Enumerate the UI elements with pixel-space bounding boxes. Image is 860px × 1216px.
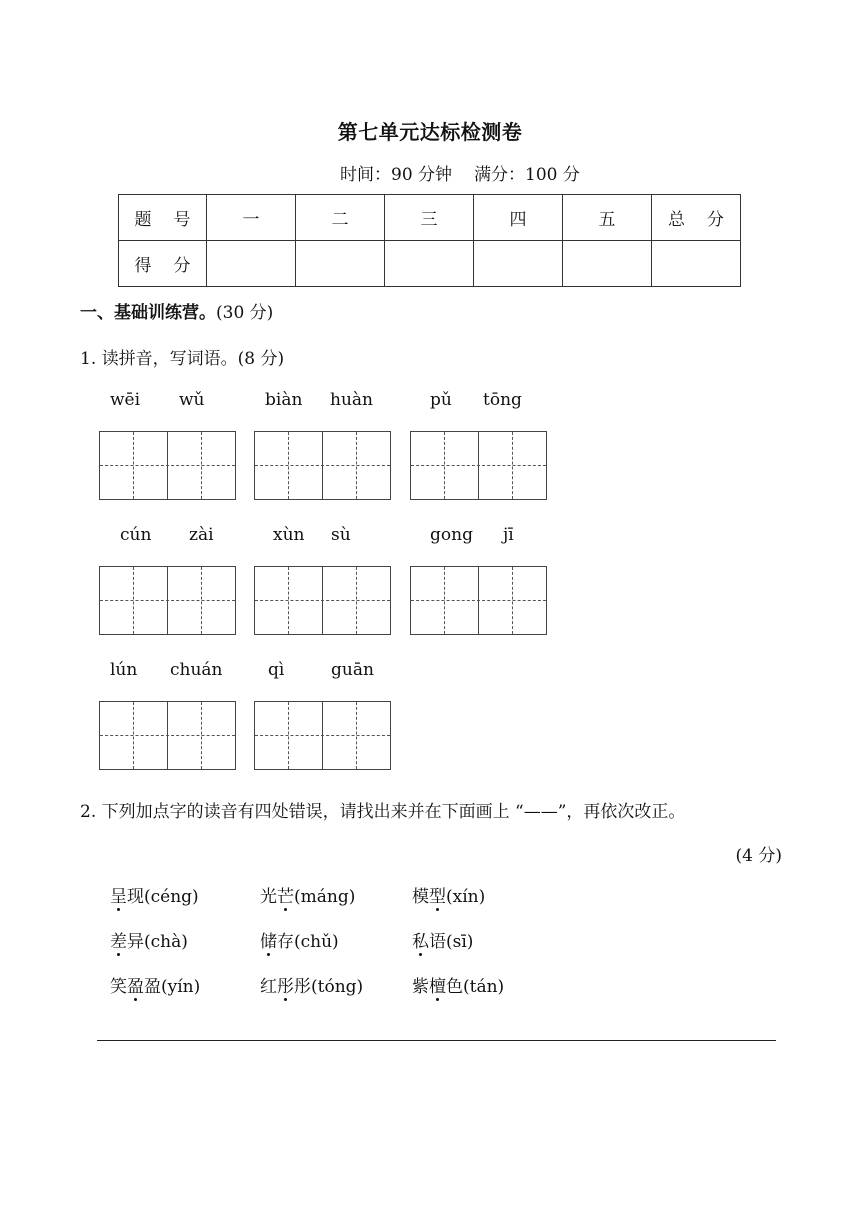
pinyin-3a: pǔ xyxy=(430,390,452,410)
header-part-5: 五 xyxy=(563,195,652,241)
writing-grid[interactable] xyxy=(254,431,391,500)
word-item: 模型(xín) xyxy=(412,882,485,907)
exam-full-score: 满分：100 分 xyxy=(474,165,580,185)
pinyin-4a: cún xyxy=(120,525,152,545)
writing-grid[interactable] xyxy=(99,566,236,635)
score-table-header-row xyxy=(119,195,741,241)
pinyin-2a: biàn xyxy=(265,390,303,410)
header-part-1: 一 xyxy=(207,195,296,241)
word-item: 光芒(máng) xyxy=(260,882,355,907)
row-label-question-number: 题 号 xyxy=(119,195,207,241)
writing-grid[interactable] xyxy=(99,701,236,770)
exam-meta xyxy=(340,160,580,185)
pinyin-4b: zài xyxy=(189,525,214,545)
pinyin-8a: qì xyxy=(268,660,285,680)
header-part-4: 四 xyxy=(474,195,563,241)
word-item: 差异(chà) xyxy=(110,927,188,952)
pinyin-8b: guān xyxy=(331,660,374,680)
score-table xyxy=(118,194,741,287)
pinyin-7b: chuán xyxy=(170,660,223,680)
score-cell-1[interactable] xyxy=(207,241,296,287)
pinyin-3b: tōng xyxy=(483,390,522,410)
writing-grid[interactable] xyxy=(99,431,236,500)
word-item: 笑盈盈(yín) xyxy=(110,972,200,997)
word-item: 红彤彤(tóng) xyxy=(260,972,363,997)
writing-grid[interactable] xyxy=(254,566,391,635)
header-part-3: 三 xyxy=(385,195,474,241)
row-label-score: 得 分 xyxy=(119,241,207,287)
word-item: 呈现(céng) xyxy=(110,882,199,907)
exam-time: 时间：90 分钟 xyxy=(340,165,453,185)
pinyin-6a: gong xyxy=(430,525,473,545)
score-cell-5[interactable] xyxy=(563,241,652,287)
writing-grid[interactable] xyxy=(254,701,391,770)
question-1: 1. 读拼音，写词语。(8 分) xyxy=(80,349,285,369)
question-2-points: (4 分) xyxy=(735,846,782,866)
pinyin-5b: sù xyxy=(331,525,351,545)
question-2: 2. 下列加点字的读音有四处错误，请找出来并在下面画上 “——”，再依次改正。 xyxy=(80,802,686,822)
writing-grid[interactable] xyxy=(410,566,547,635)
section-1-heading: 一、基础训练营。(30 分) xyxy=(80,303,274,323)
pinyin-1a: wēi xyxy=(110,390,141,410)
score-cell-2[interactable] xyxy=(296,241,385,287)
score-table-score-row xyxy=(119,241,741,287)
score-cell-3[interactable] xyxy=(385,241,474,287)
score-cell-4[interactable] xyxy=(474,241,563,287)
header-part-2: 二 xyxy=(296,195,385,241)
score-cell-total[interactable] xyxy=(652,241,741,287)
header-total: 总 分 xyxy=(652,195,741,241)
word-item: 紫檀色(tán) xyxy=(412,972,504,997)
pinyin-2b: huàn xyxy=(330,390,373,410)
pinyin-6b: jī xyxy=(503,525,514,545)
pinyin-5a: xùn xyxy=(273,525,305,545)
answer-line[interactable] xyxy=(97,1040,776,1041)
writing-grid[interactable] xyxy=(410,431,547,500)
exam-title: 第七单元达标检测卷 xyxy=(337,120,523,144)
word-item: 储存(chǔ) xyxy=(260,927,339,952)
pinyin-7a: lún xyxy=(110,660,138,680)
word-item: 私语(sī) xyxy=(412,927,473,952)
pinyin-1b: wǔ xyxy=(179,390,205,410)
